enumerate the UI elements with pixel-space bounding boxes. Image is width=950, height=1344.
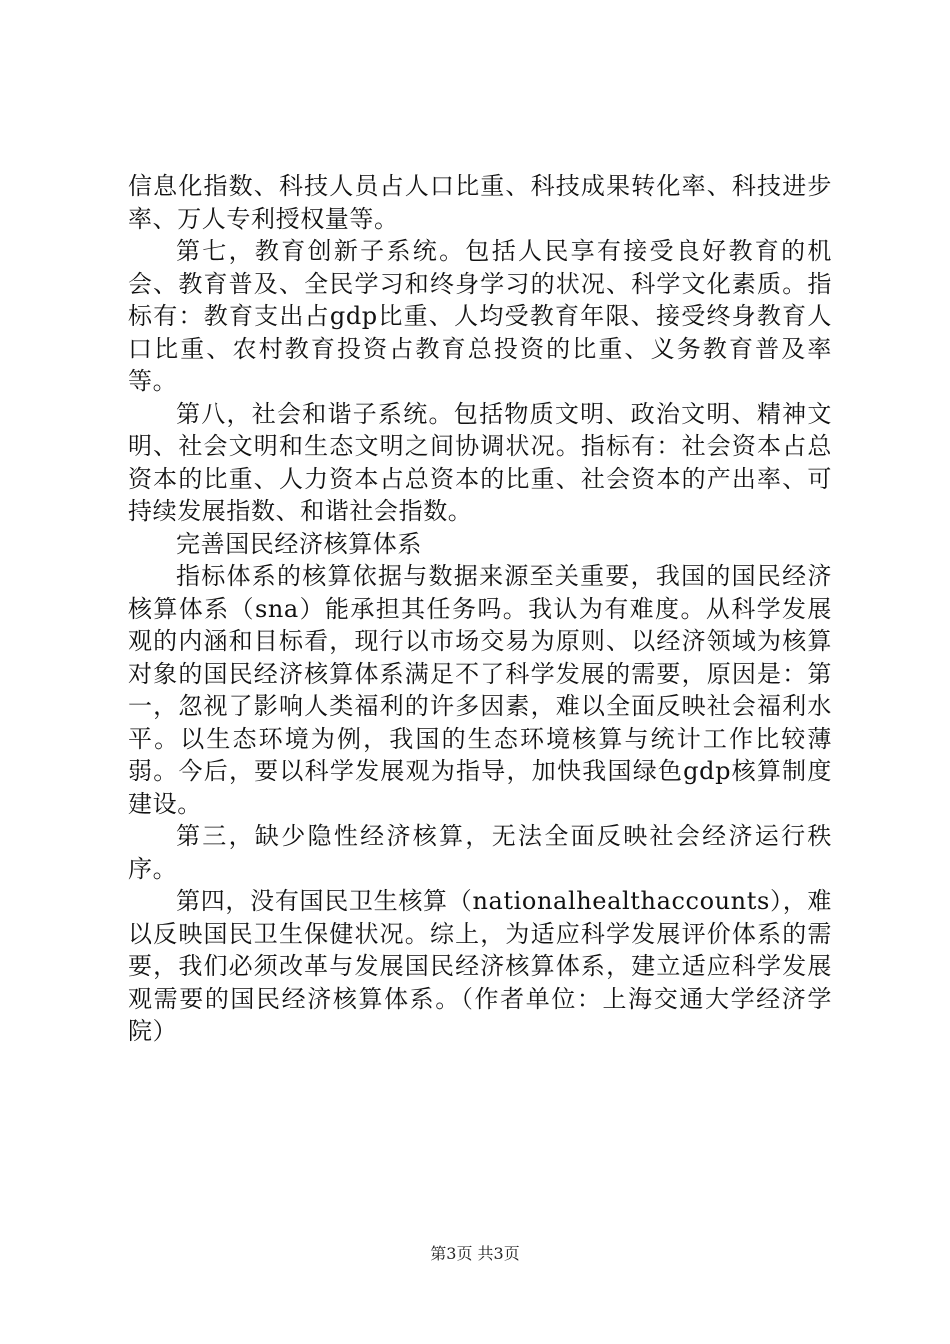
paragraph: 第七，教育创新子系统。包括人民享有接受良好教育的机会、教育普及、全民学习和终身学习的状况、科学文化素质。指标有：教育支出占gdp比重、人均受教育年限、接受终身教育人口比重、农村教育投资占教育总投资的比重、义务教育普及率等。 xyxy=(128,237,832,395)
paragraph: 第四，没有国民卫生核算（nationalhealthaccounts），难以反映国民卫生保健状况。综上，为适应科学发展评价体系的需要，我们必须改革与发展国民经济核算体系，建立适应科学发展观需要的国民经济核算体系。（作者单位：上海交通大学经济学院） xyxy=(128,887,832,1045)
paragraph: 信息化指数、科技人员占人口比重、科技成果转化率、科技进步率、万人专利授权量等。 xyxy=(128,172,832,233)
page-number-footer: 第3页 共3页 xyxy=(430,1244,520,1263)
paragraph: 第八，社会和谐子系统。包括物质文明、政治文明、精神文明、社会文明和生态文明之间协调状况。指标有：社会资本占总资本的比重、人力资本占总资本的比重、社会资本的产出率、可持续发展指数、和谐社会指数。 xyxy=(128,399,832,525)
document-body xyxy=(128,170,832,1048)
paragraph: 指标体系的核算依据与数据来源至关重要，我国的国民经济核算体系（sna）能承担其任务吗。我认为有难度。从科学发展观的内涵和目标看，现行以市场交易为原则、以经济领域为核算对象的国民经济核算体系满足不了科学发展的需要，原因是：第一，忽视了影响人类福利的许多因素，难以全面反映社会福利水平。以生态环境为例，我国的生态环境核算与统计工作比较薄弱。今后，要以科学发展观为指导，加快我国绿色gdp核算制度建设。 xyxy=(128,562,832,818)
section-heading: 完善国民经济核算体系 xyxy=(176,529,422,558)
paragraph: 第三，缺少隐性经济核算，无法全面反映社会经济运行秩序。 xyxy=(128,822,832,883)
